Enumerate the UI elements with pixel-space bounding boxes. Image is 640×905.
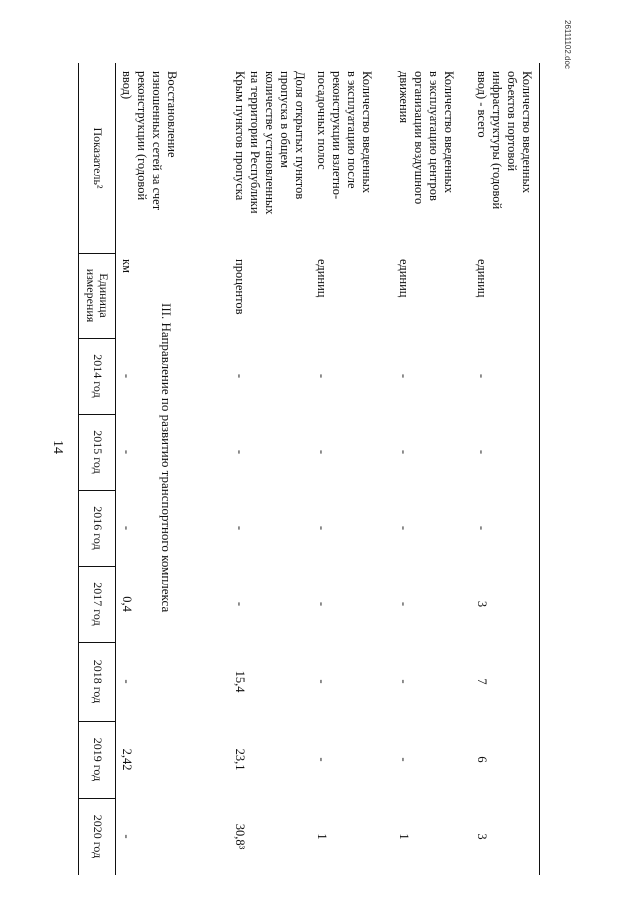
row-value: 1 [315,833,329,840]
page-number: 14 [50,440,65,454]
row-unit: единиц [475,259,489,298]
header-indicator: Показатель² [91,127,105,189]
row-label-line: посадочных полос [315,71,329,170]
row-label [314,71,374,251]
row-label [474,71,534,251]
row-label-line: организации воздушного [412,71,426,205]
data-table [78,63,540,875]
row-value: - [120,679,134,684]
row-label-line: реконструкции взлетно- [330,71,344,200]
row-label-line: Количество введенных [520,71,534,194]
row-value: 2,42 [120,748,134,771]
header-2018: 2018 год [91,659,105,704]
header-2014: 2014 год [91,354,105,398]
header-2015: 2015 год [91,430,105,474]
row-value: 0,4 [120,596,134,612]
row-label-line: реконструкции (годовой [135,71,149,201]
row-value: - [397,525,411,531]
row-label-line: ввод) [120,71,134,100]
row-value: - [397,449,411,455]
header-2020: 2020 год [91,814,105,859]
row-value: - [233,525,247,531]
row-value: - [315,373,329,379]
header-2016: 2016 год [91,506,105,550]
row-label-line: в эксплуатацию после [345,71,359,189]
row-value: 15,4 [233,670,247,693]
row-label-line: инфраструктуры (годовой [490,71,504,210]
row-value: - [397,757,411,762]
row-value: - [315,757,329,762]
row-value: - [315,449,329,455]
row-value: - [120,834,134,839]
row-value: 23,1 [233,748,247,771]
row-value: 3 [475,833,489,840]
row-value: 30,8³ [233,823,247,850]
header-2017: 2017 год [91,582,105,626]
row-value: 3 [475,600,489,608]
row-label-line: на территории Республики [248,71,262,214]
row-label [119,71,179,251]
row-label-line: Крым пунктов пропуска [233,71,247,201]
row-label-line: Количество введенных [442,71,456,194]
row-unit: единиц [315,259,329,298]
row-label-line: ввод) - всего [475,71,489,138]
row-value: - [120,449,134,455]
document-id: 26111102.doc [563,20,572,69]
row-value: - [397,679,411,684]
row-value: - [315,679,329,684]
header-unit: Единица измерения [84,268,112,323]
row-label-line: в эксплуатацию центров [427,71,441,201]
row-unit: процентов [233,259,247,315]
row-value: - [475,525,489,531]
row-value: - [233,449,247,455]
row-label [396,71,456,251]
row-label-line: Количество введенных [360,71,374,194]
row-label-line: Восстановление [165,71,179,158]
row-value: - [233,373,247,379]
row-unit: единиц [397,259,411,298]
row-value: - [397,601,411,607]
row-unit: км [120,259,134,273]
section-title: III. Направление по развитию транспортного комплекса [159,303,174,613]
row-label-line: Доля открытых пунктов [293,71,307,200]
row-value: - [397,373,411,379]
header-2019: 2019 год [91,737,105,782]
row-value: - [120,373,134,379]
row-value: 6 [475,756,489,763]
row-value: - [475,449,489,455]
row-value: 1 [397,833,411,840]
row-label-line: количестве установленных [263,71,277,215]
row-label-line: пропуска в общем [278,71,292,168]
row-value: - [233,601,247,607]
row-label-line: изношенных сетей за счет [150,71,164,211]
row-value: 7 [475,678,489,685]
row-value: - [315,525,329,531]
row-value: - [315,601,329,607]
row-label-line: движения [397,71,411,124]
row-value: - [120,525,134,531]
row-label [232,71,307,251]
row-label-line: объектов портовой [505,71,519,172]
row-value: - [475,373,489,379]
